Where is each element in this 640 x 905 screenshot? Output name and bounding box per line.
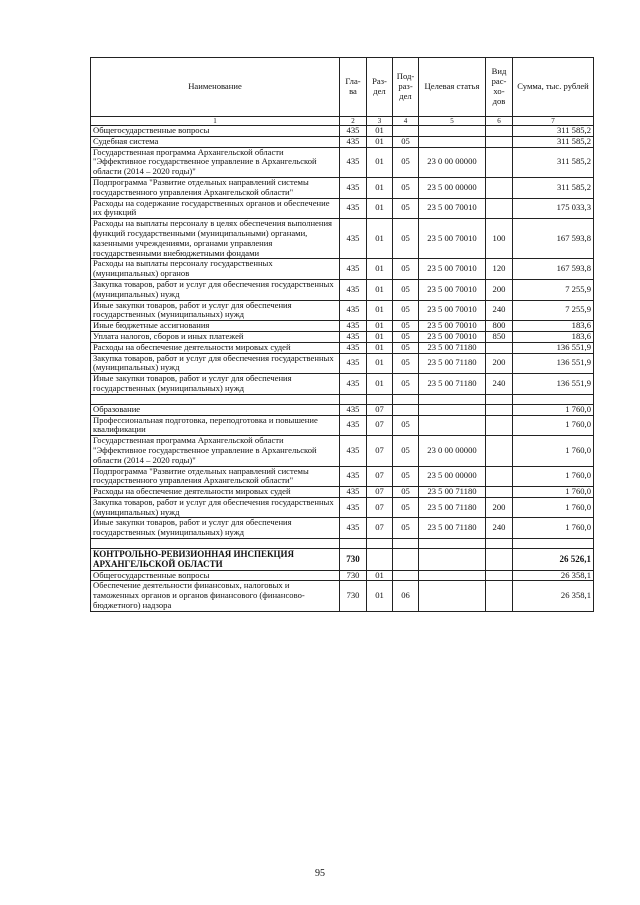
- table-row: [91, 415, 594, 436]
- cell-expense-type: 240: [486, 374, 513, 395]
- cell-amount: 183,6: [513, 321, 594, 332]
- cell-section: 01: [367, 147, 393, 177]
- cell-name: Закупка товаров, работ и услуг для обеспечения государственных (муниципальных) нужд: [91, 279, 340, 300]
- cell-amount: 1 760,0: [513, 497, 594, 518]
- cell-chapter: 435: [340, 219, 367, 259]
- cell-target: 23 5 00 70010: [419, 219, 486, 259]
- table-body: [91, 126, 594, 612]
- cell-amount: 311 585,2: [513, 147, 594, 177]
- empty-cell: [486, 394, 513, 404]
- cell-subsection: 05: [393, 219, 419, 259]
- cell-amount: 1 760,0: [513, 466, 594, 487]
- cell-expense-type: [486, 466, 513, 487]
- cell-expense-type: [486, 549, 513, 571]
- cell-amount: 1 760,0: [513, 404, 594, 415]
- cell-chapter: 435: [340, 497, 367, 518]
- table-row: [91, 549, 594, 571]
- table-row: [91, 497, 594, 518]
- cell-expense-type: 200: [486, 279, 513, 300]
- cell-target: 23 5 00 70010: [419, 279, 486, 300]
- cell-expense-type: 100: [486, 219, 513, 259]
- cell-expense-type: [486, 126, 513, 137]
- cell-target: 23 5 00 00000: [419, 177, 486, 198]
- cell-subsection: [393, 126, 419, 137]
- cell-chapter: 435: [340, 466, 367, 487]
- cell-amount: 1 760,0: [513, 487, 594, 498]
- table-row: [91, 570, 594, 581]
- cell-subsection: 05: [393, 198, 419, 219]
- cell-subsection: 05: [393, 466, 419, 487]
- cell-target: 23 5 00 71180: [419, 487, 486, 498]
- cell-amount: 7 255,9: [513, 279, 594, 300]
- header-target: Целевая статья: [419, 58, 486, 117]
- cell-amount: 311 585,2: [513, 136, 594, 147]
- cell-subsection: 05: [393, 300, 419, 321]
- table-row: [91, 374, 594, 395]
- cell-subsection: 05: [393, 353, 419, 374]
- cell-expense-type: [486, 342, 513, 353]
- cell-chapter: 435: [340, 126, 367, 137]
- table-row: [91, 342, 594, 353]
- cell-amount: 26 358,1: [513, 581, 594, 611]
- table-row: [91, 126, 594, 137]
- table-row: [91, 147, 594, 177]
- header-name: Наименование: [91, 58, 340, 117]
- column-number: 5: [419, 117, 486, 126]
- cell-target: 23 5 00 00000: [419, 466, 486, 487]
- cell-subsection: 05: [393, 331, 419, 342]
- table-row: [91, 279, 594, 300]
- cell-target: 23 5 00 71180: [419, 353, 486, 374]
- cell-expense-type: 800: [486, 321, 513, 332]
- cell-target: 23 5 00 70010: [419, 321, 486, 332]
- cell-subsection: 05: [393, 147, 419, 177]
- cell-target: 23 5 00 71180: [419, 518, 486, 539]
- cell-name: Закупка товаров, работ и услуг для обеспечения государственных (муниципальных) нужд: [91, 497, 340, 518]
- cell-target: [419, 581, 486, 611]
- empty-cell: [513, 539, 594, 549]
- cell-expense-type: 240: [486, 518, 513, 539]
- cell-name: Уплата налогов, сборов и иных платежей: [91, 331, 340, 342]
- cell-name: Обеспечение деятельности финансовых, налоговых и таможенных органов и органов финансового (финансово-бюджетного) надзора: [91, 581, 340, 611]
- cell-section: 01: [367, 198, 393, 219]
- table-row: [91, 259, 594, 280]
- spacer-row: [91, 394, 594, 404]
- cell-amount: 7 255,9: [513, 300, 594, 321]
- cell-name: Иные закупки товаров, работ и услуг для обеспечения государственных (муниципальных) нужд: [91, 518, 340, 539]
- empty-cell: [367, 539, 393, 549]
- cell-subsection: 05: [393, 374, 419, 395]
- cell-section: 01: [367, 136, 393, 147]
- cell-amount: 136 551,9: [513, 353, 594, 374]
- table-row: [91, 300, 594, 321]
- cell-section: 01: [367, 219, 393, 259]
- cell-amount: 26 526,1: [513, 549, 594, 571]
- cell-name: Закупка товаров, работ и услуг для обеспечения государственных (муниципальных) нужд: [91, 353, 340, 374]
- cell-name: Расходы на выплаты персоналу в целях обеспечения выполнения функций государственными (муниципальными) органами, казенными учреждениями, органами управления государственными внебюджетными фондами: [91, 219, 340, 259]
- cell-expense-type: 120: [486, 259, 513, 280]
- cell-subsection: [393, 404, 419, 415]
- cell-chapter: 435: [340, 436, 367, 466]
- cell-name: Расходы на содержание государственных органов и обеспечение их функций: [91, 198, 340, 219]
- cell-subsection: 05: [393, 321, 419, 332]
- spacer-row: [91, 539, 594, 549]
- table-row: [91, 353, 594, 374]
- cell-expense-type: [486, 581, 513, 611]
- cell-subsection: 05: [393, 518, 419, 539]
- cell-chapter: 435: [340, 279, 367, 300]
- empty-cell: [91, 394, 340, 404]
- column-number: 7: [513, 117, 594, 126]
- cell-expense-type: 200: [486, 497, 513, 518]
- cell-target: [419, 404, 486, 415]
- header-section: Раз-дел: [367, 58, 393, 117]
- cell-chapter: 435: [340, 147, 367, 177]
- column-number: 3: [367, 117, 393, 126]
- cell-section: 01: [367, 342, 393, 353]
- column-number: 2: [340, 117, 367, 126]
- header-chapter: Гла-ва: [340, 58, 367, 117]
- empty-cell: [486, 539, 513, 549]
- cell-section: 01: [367, 259, 393, 280]
- header-subsection: Под-раз-дел: [393, 58, 419, 117]
- cell-name: Судебная система: [91, 136, 340, 147]
- empty-cell: [340, 539, 367, 549]
- cell-subsection: 06: [393, 581, 419, 611]
- cell-expense-type: [486, 436, 513, 466]
- cell-expense-type: 240: [486, 300, 513, 321]
- cell-amount: 1 760,0: [513, 436, 594, 466]
- cell-subsection: [393, 570, 419, 581]
- cell-name: Подпрограмма "Развитие отдельных направлений системы государственного управления Архангельской области": [91, 466, 340, 487]
- cell-amount: 1 760,0: [513, 518, 594, 539]
- cell-name: Расходы на обеспечение деятельности мировых судей: [91, 487, 340, 498]
- cell-amount: 311 585,2: [513, 126, 594, 137]
- table-row: [91, 198, 594, 219]
- table-row: [91, 581, 594, 611]
- column-number: 1: [91, 117, 340, 126]
- cell-chapter: 435: [340, 353, 367, 374]
- cell-chapter: 730: [340, 581, 367, 611]
- cell-name: Профессиональная подготовка, переподготовка и повышение квалификации: [91, 415, 340, 436]
- cell-amount: 136 551,9: [513, 342, 594, 353]
- cell-amount: 311 585,2: [513, 177, 594, 198]
- cell-chapter: 730: [340, 549, 367, 571]
- cell-subsection: 05: [393, 436, 419, 466]
- cell-chapter: 730: [340, 570, 367, 581]
- cell-section: 01: [367, 126, 393, 137]
- cell-target: 23 5 00 70010: [419, 198, 486, 219]
- cell-section: 01: [367, 374, 393, 395]
- cell-name: Иные закупки товаров, работ и услуг для обеспечения государственных (муниципальных) нужд: [91, 300, 340, 321]
- cell-expense-type: [486, 198, 513, 219]
- cell-name: Расходы на обеспечение деятельности мировых судей: [91, 342, 340, 353]
- cell-target: [419, 136, 486, 147]
- cell-chapter: 435: [340, 487, 367, 498]
- cell-chapter: 435: [340, 198, 367, 219]
- table-row: [91, 518, 594, 539]
- cell-amount: 167 593,8: [513, 219, 594, 259]
- cell-expense-type: [486, 570, 513, 581]
- cell-expense-type: [486, 404, 513, 415]
- cell-chapter: 435: [340, 300, 367, 321]
- cell-expense-type: [486, 147, 513, 177]
- cell-section: 01: [367, 321, 393, 332]
- budget-table: [90, 57, 594, 612]
- cell-target: 23 0 00 00000: [419, 436, 486, 466]
- cell-section: 07: [367, 466, 393, 487]
- cell-chapter: 435: [340, 415, 367, 436]
- header-amount: Сумма, тыс. рублей: [513, 58, 594, 117]
- empty-cell: [340, 394, 367, 404]
- cell-section: 01: [367, 279, 393, 300]
- cell-section: 01: [367, 353, 393, 374]
- cell-chapter: 435: [340, 374, 367, 395]
- cell-chapter: 435: [340, 342, 367, 353]
- column-number: 6: [486, 117, 513, 126]
- cell-subsection: 05: [393, 342, 419, 353]
- cell-subsection: 05: [393, 415, 419, 436]
- cell-chapter: 435: [340, 259, 367, 280]
- cell-name: Общегосударственные вопросы: [91, 570, 340, 581]
- cell-section: 01: [367, 581, 393, 611]
- cell-expense-type: 200: [486, 353, 513, 374]
- cell-section: 01: [367, 331, 393, 342]
- empty-cell: [393, 539, 419, 549]
- cell-section: 07: [367, 415, 393, 436]
- cell-subsection: 05: [393, 259, 419, 280]
- cell-amount: 136 551,9: [513, 374, 594, 395]
- cell-chapter: 435: [340, 177, 367, 198]
- cell-target: 23 5 00 71180: [419, 497, 486, 518]
- cell-subsection: 05: [393, 279, 419, 300]
- cell-name: КОНТРОЛЬНО-РЕВИЗИОННАЯ ИНСПЕКЦИЯ АРХАНГЕЛЬСКОЙ ОБЛАСТИ: [91, 549, 340, 571]
- cell-target: 23 5 00 70010: [419, 331, 486, 342]
- cell-section: 07: [367, 404, 393, 415]
- table-row: [91, 487, 594, 498]
- cell-expense-type: [486, 487, 513, 498]
- cell-expense-type: 850: [486, 331, 513, 342]
- cell-expense-type: [486, 177, 513, 198]
- cell-name: Государственная программа Архангельской области "Эффективное государственное управление в Архангельской области (2014 – 2020 годы)": [91, 436, 340, 466]
- cell-target: [419, 549, 486, 571]
- cell-section: 01: [367, 570, 393, 581]
- cell-name: Общегосударственные вопросы: [91, 126, 340, 137]
- table-row: [91, 404, 594, 415]
- cell-target: 23 5 00 71180: [419, 342, 486, 353]
- empty-cell: [393, 394, 419, 404]
- cell-name: Иные закупки товаров, работ и услуг для обеспечения государственных (муниципальных) нужд: [91, 374, 340, 395]
- cell-target: 23 5 00 71180: [419, 374, 486, 395]
- table-row: [91, 331, 594, 342]
- column-number: 4: [393, 117, 419, 126]
- cell-section: [367, 549, 393, 571]
- table-row: [91, 436, 594, 466]
- cell-name: Подпрограмма "Развитие отдельных направлений системы государственного управления Архангельской области": [91, 177, 340, 198]
- empty-cell: [419, 394, 486, 404]
- cell-amount: 26 358,1: [513, 570, 594, 581]
- cell-subsection: 05: [393, 136, 419, 147]
- header-row: [91, 58, 594, 117]
- cell-target: [419, 570, 486, 581]
- cell-name: Иные бюджетные ассигнования: [91, 321, 340, 332]
- cell-amount: 167 593,8: [513, 259, 594, 280]
- cell-name: Образование: [91, 404, 340, 415]
- cell-section: 07: [367, 487, 393, 498]
- cell-chapter: 435: [340, 518, 367, 539]
- cell-expense-type: [486, 136, 513, 147]
- cell-amount: 1 760,0: [513, 415, 594, 436]
- table-row: [91, 136, 594, 147]
- cell-name: Расходы на выплаты персоналу государственных (муниципальных) органов: [91, 259, 340, 280]
- cell-section: 01: [367, 177, 393, 198]
- cell-amount: 183,6: [513, 331, 594, 342]
- table-row: [91, 466, 594, 487]
- cell-expense-type: [486, 415, 513, 436]
- cell-section: 07: [367, 497, 393, 518]
- cell-chapter: 435: [340, 404, 367, 415]
- cell-name: Государственная программа Архангельской области "Эффективное государственное управление в Архангельской области (2014 – 2020 годы)": [91, 147, 340, 177]
- cell-target: [419, 126, 486, 137]
- cell-section: 01: [367, 300, 393, 321]
- table-row: [91, 177, 594, 198]
- cell-subsection: 05: [393, 497, 419, 518]
- table-row: [91, 219, 594, 259]
- empty-cell: [367, 394, 393, 404]
- cell-subsection: 05: [393, 177, 419, 198]
- empty-cell: [419, 539, 486, 549]
- cell-chapter: 435: [340, 136, 367, 147]
- cell-subsection: [393, 549, 419, 571]
- cell-section: 07: [367, 436, 393, 466]
- cell-target: 23 0 00 00000: [419, 147, 486, 177]
- page-number: 95: [315, 868, 325, 879]
- header-expense-type: Вид рас-хо-дов: [486, 58, 513, 117]
- cell-target: 23 5 00 70010: [419, 259, 486, 280]
- cell-section: 07: [367, 518, 393, 539]
- cell-chapter: 435: [340, 321, 367, 332]
- empty-cell: [91, 539, 340, 549]
- cell-target: [419, 415, 486, 436]
- cell-subsection: 05: [393, 487, 419, 498]
- cell-chapter: 435: [340, 331, 367, 342]
- empty-cell: [513, 394, 594, 404]
- table-row: [91, 321, 594, 332]
- cell-target: 23 5 00 70010: [419, 300, 486, 321]
- cell-amount: 175 033,3: [513, 198, 594, 219]
